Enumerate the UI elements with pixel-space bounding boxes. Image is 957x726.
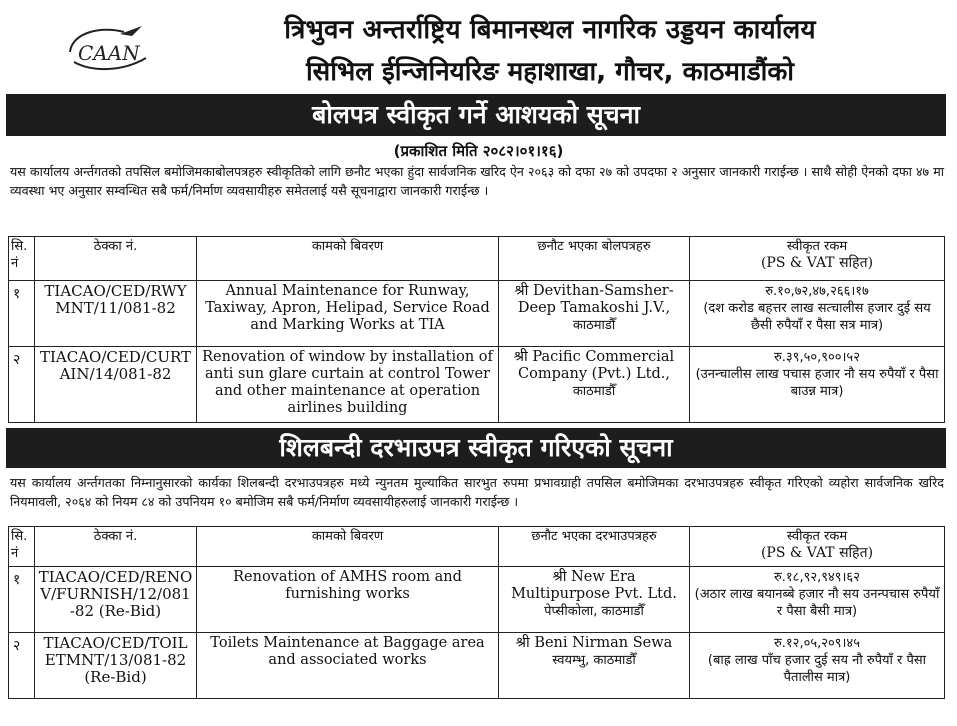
table-row	[9, 281, 945, 347]
row-sn: १	[9, 567, 35, 633]
amount-figure: रु.१८,९२,९४९।६२	[774, 570, 860, 585]
row-description: Annual Maintenance for Runway, Taxiway, Apron, Helipad, Service Road and Marking Works at TIA	[197, 281, 499, 347]
col-contract: ठेक्का नं.	[35, 237, 197, 281]
row-amount	[690, 281, 945, 347]
row-contract: TIACAO/CED/CURTAIN/14/081-82	[35, 347, 197, 423]
row-contract: TIACAO/CED/RENOV/FURNISH/12/081-82 (Re-Bid)	[35, 567, 197, 633]
col-amount-label: स्वीकृत रकम	[786, 239, 848, 254]
amount-figure: रु.१२,०५,२०९।४५	[774, 636, 860, 651]
amount-figure: रु.३९,५०,९००।५२	[774, 350, 860, 365]
org-division: सिभिल ईन्जिनियरिङ महाशाखा, गौचर, काठमाडौंको	[305, 57, 795, 87]
row-bidder	[499, 567, 690, 633]
amount-words: (बाह्र लाख पाँच हजार दुई सय नौ रुपैयाँ र पैसा पैतालीस मात्र)	[707, 653, 927, 685]
row-amount	[690, 633, 945, 699]
row-sn: १	[9, 281, 35, 347]
org-name: त्रिभुवन अन्तर्राष्ट्रिय बिमानस्थल नागरिक उड्डयन कार्यालय	[284, 15, 816, 45]
bidder-name: श्री Beni Nirman Sewa	[515, 635, 673, 651]
letterhead	[0, 0, 957, 92]
table-row	[9, 633, 945, 699]
col-contract: ठेक्का नं.	[35, 527, 197, 567]
row-bidder	[499, 633, 690, 699]
col-description: कामको बिवरण	[197, 237, 499, 281]
amount-words: (अठार लाख बयानब्बे हजार नौ सय उनन्पचास रुपैयाँ र पैसा बैसी मात्र)	[694, 587, 940, 619]
col-description: कामको बिवरण	[197, 527, 499, 567]
table-header-row	[9, 527, 945, 567]
col-bidder: छनौट भएका दरभाउपत्रहरु	[499, 527, 690, 567]
col-amount-note: (PS & VAT सहित)	[760, 255, 874, 271]
bidder-address: काठमाडौँ	[572, 318, 616, 333]
amount-figure: रु.१०,७२,४७,२६६।१७	[765, 284, 869, 299]
published-date: (प्रकाशित मिति २०८२।०१।१६)	[393, 142, 564, 160]
bidder-name: श्री Devithan-Samsher-Deep Tamakoshi J.V.,	[514, 283, 674, 316]
bidder-address: काठमाडौँ	[572, 384, 616, 399]
row-amount	[690, 567, 945, 633]
row-contract: TIACAO/CED/TOILETMNT/13/081-82 (Re-Bid)	[35, 633, 197, 699]
row-sn: २	[9, 347, 35, 423]
bidder-address: पेप्सीकोला, काठमाडौँ	[544, 604, 644, 619]
bidder-name: श्री Pacific Commercial Company (Pvt.) Ltd.,	[513, 349, 675, 382]
notice1-table	[8, 236, 945, 423]
col-amount-note: (PS & VAT सहित)	[760, 545, 874, 561]
col-sn: सि. नं	[9, 237, 35, 281]
logo-lettering: CAAN	[78, 41, 140, 65]
table-row	[9, 567, 945, 633]
row-amount	[690, 347, 945, 423]
table-header-row	[9, 237, 945, 281]
row-bidder	[499, 347, 690, 423]
row-sn: २	[9, 633, 35, 699]
amount-words: (उनन्चालीस लाख पचास हजार नौ सय रुपैयाँ र पैसा बाउन्न मात्र)	[695, 367, 939, 399]
amount-words: (दश करोड बहत्तर लाख सत्चालीस हजार दुई सय छैसी रुपैयाँ र पैसा सत्र मात्र)	[703, 301, 931, 333]
row-contract: TIACAO/CED/RWYMNT/11/081-82	[35, 281, 197, 347]
notice1-title: बोलपत्र स्वीकृत गर्ने आशयको सूचना	[6, 94, 946, 136]
col-bidder: छनौट भएका बोलपत्रहरु	[499, 237, 690, 281]
col-sn: सि. नं	[9, 527, 35, 567]
caan-logo	[62, 22, 152, 78]
notice2-title: शिलबन्दी दरभाउपत्र स्वीकृत गरिएको सूचना	[6, 428, 946, 468]
bidder-name: श्री New Era Multipurpose Pvt. Ltd.	[511, 569, 677, 602]
col-amount-label: स्वीकृत रकम	[786, 529, 848, 544]
col-amount	[690, 527, 945, 567]
table-row	[9, 347, 945, 423]
row-description: Renovation of window by installation of anti sun glare curtain at control Tower and other maintenance at operation airlines building	[197, 347, 499, 423]
row-description: Renovation of AMHS room and furnishing works	[197, 567, 499, 633]
row-description: Toilets Maintenance at Baggage area and associated works	[197, 633, 499, 699]
row-bidder	[499, 281, 690, 347]
notice2-paragraph: यस कार्यालय अर्न्तगतका निम्नानुसारको कार्यका शिलबन्दी दरभाउपत्रहरु मध्ये न्युनतम मुल्याकित सारभुत रुपमा प्रभावग्राही तपसिल बमोजिमका दरभाउपत्रहरु स्वीकृत गरिएको व्यहोरा सार्वजनिक खरिद नियमावली, २०६४ को नियम ८४ को उपनियम १० बमोजिम सबै फर्म/निर्माण व्यवसायीहरुलाई जानकारी गराईन्छ ।	[10, 475, 944, 509]
notice2-table	[8, 526, 945, 699]
notice1-paragraph: यस कार्यालय अर्न्तगतको तपसिल बमोजिमकाबोलपत्रहरु स्वीकृतिको लागि छनौट भएका हुंदा सार्वजनिक खरिद ऐन २०६३ को दफा २७ को उपदफा २ अनुसार जानकारी गराईन्छ । साथै सोही ऐनको दफा ४७ मा व्यवस्था भए अनुसार सम्वन्धित सबै फर्म/निर्माण व्यवसायीहरु समेतलाई यसै सूचनाद्वारा जानकारी गराईन्छ ।	[10, 164, 944, 198]
bidder-address: स्वयम्भु, काठमाडौँ	[552, 653, 636, 668]
col-amount	[690, 237, 945, 281]
